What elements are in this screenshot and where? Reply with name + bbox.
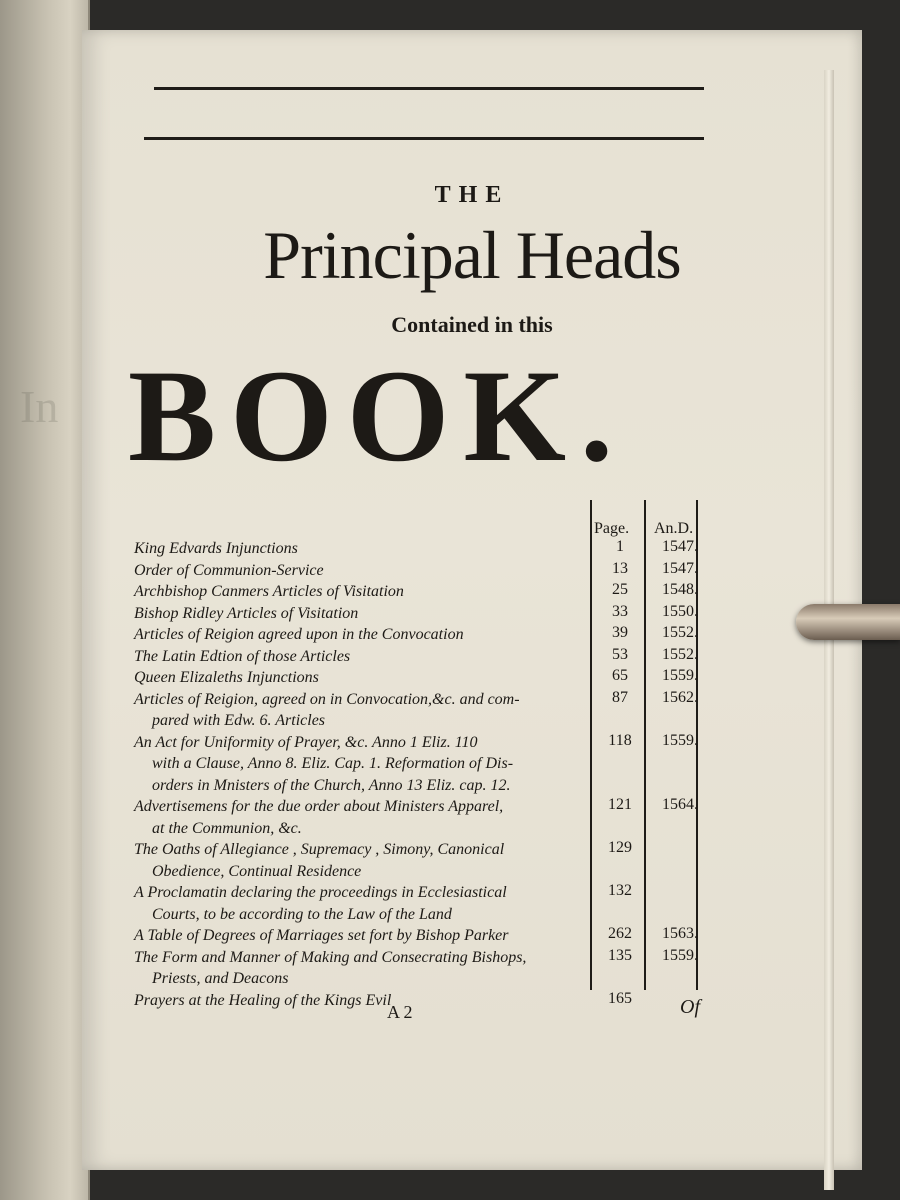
entry-page-number: 65 [612,667,628,684]
entry-page-number: 165 [608,989,632,1007]
page-title: Principal Heads [263,217,681,293]
contents-entry: Prayers at the Healing of the Kings Evil [134,991,392,1009]
contents-entry: The Form and Manner of Making and Consecrating Bishops, [134,948,527,966]
entry-year: 1559. [662,946,698,964]
entry-page-number: 39 [612,624,628,641]
book-page [82,30,862,1170]
contents-entry: with a Clause, Anno 8. Eliz. Cap. 1. Reformation of Dis- [152,755,514,772]
facing-page-bleed-through: In [20,381,59,432]
contents-entry: pared with Edw. 6. Articles [152,712,326,729]
entry-year: 1552. [662,624,698,641]
entry-page-number: 129 [608,839,632,856]
entry-year: 1547. [662,559,698,577]
contents-entry: Queen Elizaleths Injunctions [134,669,319,686]
contents-entry: A Table of Degrees of Marriages set fort by Bishop Parker [134,927,509,944]
catchword: Of [680,996,700,1018]
entry-year: 1548. [662,581,698,598]
entry-page-number: 33 [612,602,628,620]
entry-year: 1563. [662,925,698,942]
contents-entry: Bishop Ridley Articles of Visitation [134,604,359,622]
entry-page-number: 262 [608,925,632,942]
contents-entry: King Edvards Injunctions [134,540,298,557]
contents-entry: at the Communion, &c. [152,819,302,837]
entry-year: 1562. [662,688,698,706]
contents-entry: Articles of Reigion, agreed on in Convocation,&c. and com- [134,690,520,708]
entry-page-number: 25 [612,581,628,598]
bookmark-clip [796,604,900,640]
entry-page-number: 13 [612,559,628,577]
entry-page-number: 118 [608,731,632,749]
entry-page-number: 1 [616,538,624,555]
signature-mark: A 2 [387,1002,413,1022]
top-rule [154,87,704,90]
entry-page-number: 135 [608,946,632,964]
entry-year: 1559. [662,667,698,684]
column-header-year: An.D. [654,520,694,537]
entry-page-number: 121 [608,796,632,813]
entry-page-number: 53 [612,645,628,663]
entry-page-number: 87 [612,688,628,706]
entry-year: 1564. [662,796,698,813]
contents-entry: Advertisemens for the due order about Ministers Apparel, [134,798,504,815]
entry-year: 1550. [662,602,698,620]
contents-entry: Priests, and Deacons [152,970,289,987]
entry-year: 1547. [662,538,698,555]
column-header-page: Page. [594,520,630,537]
heading-subtitle: Contained in this [391,312,553,337]
contents-entry: Archbishop Canmers Articles of Visitation [134,583,404,600]
contents-entry: Courts, to be according to the Law of the Land [152,905,452,923]
contents-entry: orders in Mnisters of the Church, Anno 13 Eliz. cap. 12. [152,776,511,794]
contents-entry: An Act for Uniformity of Prayer, &c. Anno 1 Eliz. 110 [134,733,478,751]
entry-year: 1559. [662,731,698,749]
second-rule [144,137,704,140]
contents-entry: Articles of Reigion agreed upon in the Convocation [134,626,464,643]
heading-the: THE [434,182,510,208]
heading-book: BOOK. [128,342,628,489]
contents-entry: Order of Communion-Service [134,561,324,579]
contents-entry: A Proclamatin declaring the proceedings in Ecclesiastical [134,884,507,901]
facing-page-edge [0,0,90,1200]
entry-page-number: 132 [608,882,632,899]
contents-entry: The Oaths of Allegiance , Supremacy , Simony, Canonical [134,841,505,858]
contents-entry: The Latin Edtion of those Articles [134,647,351,665]
contents-entry: Obedience, Continual Residence [152,862,362,880]
entry-year: 1552. [662,645,698,663]
